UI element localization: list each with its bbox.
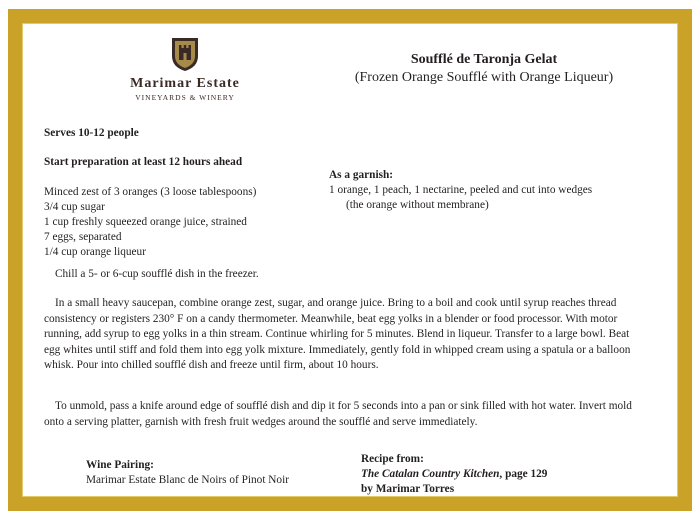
garnish-heading: As a garnish: [329, 169, 394, 181]
crest-icon [170, 36, 200, 72]
marimar-estate-logo [118, 36, 252, 102]
wine-pairing-heading: Wine Pairing: [86, 459, 154, 471]
step-prepare: In a small heavy saucepan, combine orange zest, sugar, and orange juice. Bring to a boil and cook until syrup reaches thread consistency or registers 230° F on a candy thermometer. Meanwhile, beat egg yolks in a blender or food processor. With motor running, add syrup to egg yolks in a thin stream. Continue whirling for 5 minutes. Blend in liqueur. Transfer to a large bowl. Beat egg whites until stiff and fold them into egg yolk mixture. Immediately, gently fold in whipped cream using a spatula or a balloon whisk. Pour into chilled soufflé dish and freeze until firm, about 10 hours. [44, 297, 631, 372]
garnish [329, 168, 592, 213]
source-author: by Marimar Torres [361, 483, 455, 495]
wine-pairing [86, 458, 289, 488]
serves: Serves 10-12 people [44, 127, 139, 139]
step-chill: Chill a 5- or 6-cup soufflé dish in the freezer. [55, 268, 259, 280]
garnish-note: (the orange without membrane) [346, 199, 489, 211]
ingredient: 3/4 cup sugar [44, 201, 105, 213]
source-book-line [361, 467, 547, 482]
prep-note: Start preparation at least 12 hours ahead [44, 156, 243, 168]
garnish-line: 1 orange, 1 peach, 1 nectarine, peeled and cut into wedges [329, 184, 593, 196]
recipe-subtitle: (Frozen Orange Soufflé with Orange Liqueur) [354, 70, 614, 85]
ingredient: 1/4 cup orange liqueur [44, 246, 146, 258]
source-book: The Catalan Country Kitchen [361, 468, 500, 480]
brand-tagline: VINEYARDS & WINERY [135, 93, 235, 102]
step-unmold: To unmold, pass a knife around edge of soufflé dish and dip it for 5 seconds into a pan or sink filled with hot water. Invert mold onto a serving platter, garnish with fresh fruit wedges around the soufflé and serve immediately. [44, 400, 632, 428]
recipe-source [361, 452, 547, 497]
source-page: , page 129 [499, 468, 548, 480]
ingredient: 1 cup freshly squeezed orange juice, strained [44, 216, 247, 228]
wine-pairing-text: Marimar Estate Blanc de Noirs of Pinot Noir [86, 474, 289, 486]
ingredient: 7 eggs, separated [44, 231, 122, 243]
recipe-title: Soufflé de Taronja Gelat [410, 52, 558, 67]
source-heading: Recipe from: [361, 453, 424, 465]
brand-name: Marimar Estate [130, 76, 240, 91]
ingredient-list [44, 185, 256, 260]
ingredient: Minced zest of 3 oranges (3 loose tablespoons) [44, 186, 257, 198]
